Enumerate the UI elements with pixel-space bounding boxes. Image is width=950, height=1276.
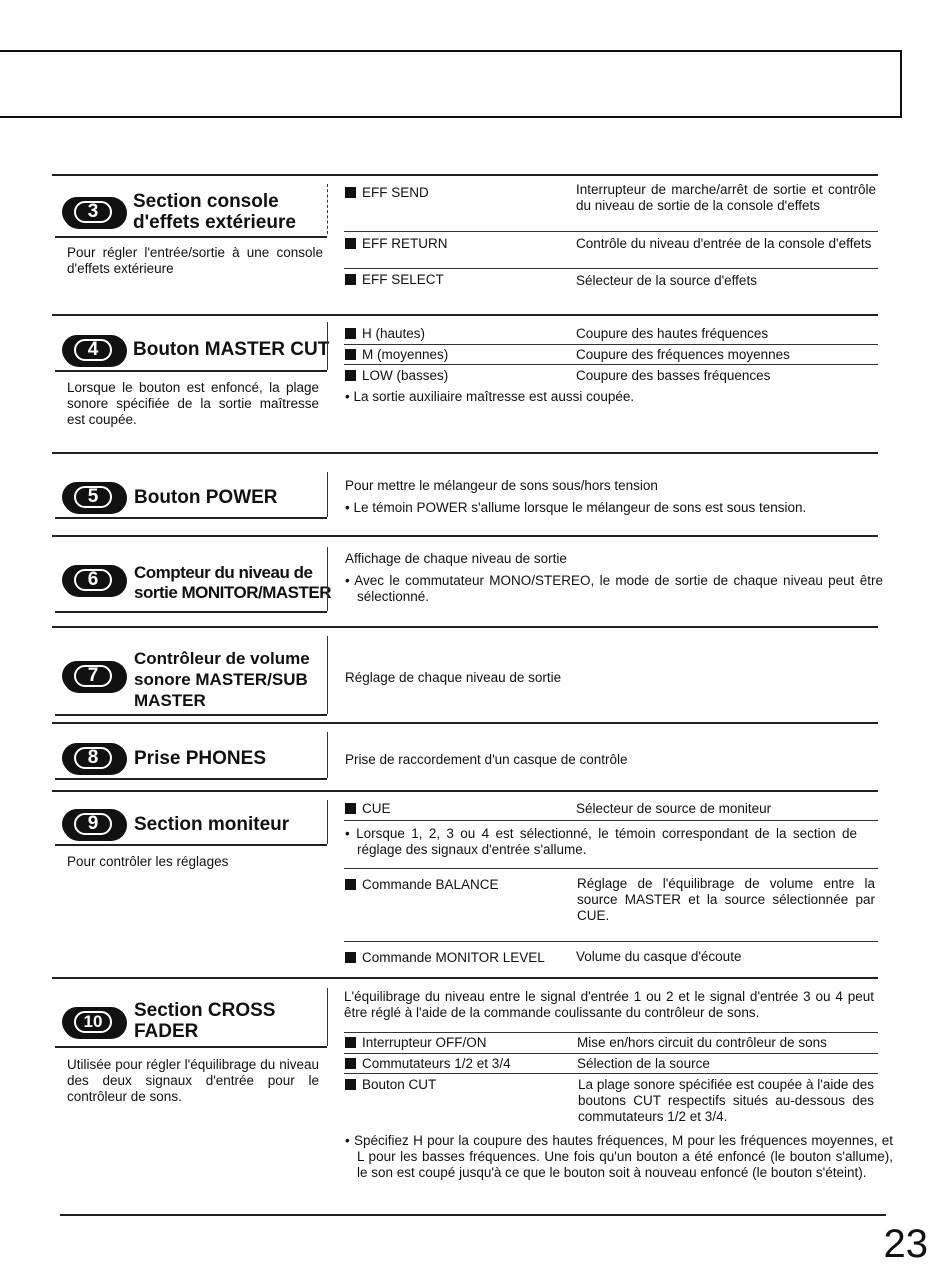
s9-cue-bullet: • Lorsque 1, 2, 3 ou 4 est sélectionné, le témoin correspondant de la section de réglage des signaux d'entrée s'allume.	[345, 826, 857, 857]
section-10-badge: 10	[62, 1007, 124, 1037]
s3-row-1-label: EFF SEND	[345, 185, 429, 201]
section-10-subtitle: Utilisée pour régler l'équilibrage du niveau des deux signaux d'entrée pour le contrôleur de sons.	[67, 1057, 319, 1104]
section-9-subtitle: Pour contrôler les réglages	[67, 854, 229, 869]
s4-note: • La sortie auxiliaire maîtresse est aussi coupée.	[345, 389, 635, 404]
section-3-badge: 3	[62, 197, 124, 227]
section-9-divider	[327, 800, 328, 844]
section-8-badge: 8	[62, 743, 124, 773]
s7-line: Réglage de chaque niveau de sortie	[345, 670, 562, 685]
section-8-divider	[327, 732, 328, 778]
section-7-title: Contrôleur de volume sonore MASTER/SUB MASTER	[134, 649, 310, 710]
s5-line: Pour mettre le mélangeur de sons sous/hors tension	[345, 478, 658, 493]
section-4-top-rule	[52, 314, 878, 316]
s9-row-divider	[344, 868, 878, 869]
square-bullet-icon	[345, 328, 356, 339]
section-9-title-rule	[55, 844, 327, 846]
section-4-title-rule	[55, 370, 327, 372]
s10-row-1-label: Interrupteur OFF/ON	[345, 1035, 487, 1051]
section-5-top-rule	[52, 452, 878, 454]
section-10-title-rule	[55, 1046, 327, 1048]
s9-row-divider	[344, 820, 878, 821]
square-bullet-icon	[345, 879, 356, 890]
s3-row-2-desc: Contrôle du niveau d'entrée de la console d'effets	[576, 236, 872, 251]
section-7-top-rule	[52, 626, 878, 628]
section-10-top-rule	[52, 977, 878, 979]
section-4-title: Bouton MASTER CUT	[133, 339, 330, 360]
section-4-divider	[327, 322, 328, 370]
section-3-title-rule	[55, 236, 327, 238]
page-number: 23	[883, 1222, 928, 1266]
square-bullet-icon	[345, 187, 356, 198]
s4-row-2-desc: Coupure des fréquences moyennes	[576, 347, 790, 362]
s4-row-1-desc: Coupure des hautes fréquences	[576, 326, 769, 341]
section-7-title-rule	[55, 714, 327, 716]
section-6-title: Compteur du niveau de sortie MONITOR/MASTER	[134, 563, 331, 602]
s9-balance-desc: Réglage de l'équilibrage de volume entre la source MASTER et la source sélectionnée par CUE.	[577, 876, 875, 923]
s3-row-3-label: EFF SELECT	[345, 272, 444, 288]
square-bullet-icon	[345, 238, 356, 249]
s4-row-3-label: LOW (basses)	[345, 368, 448, 384]
s4-row-divider	[344, 344, 878, 345]
section-3-divider	[327, 184, 328, 234]
section-6-top-rule	[52, 535, 878, 537]
s9-monitor-desc: Volume du casque d'écoute	[576, 949, 742, 964]
section-10-divider	[327, 988, 328, 1046]
section-4-subtitle: Lorsque le bouton est enfoncé, la plage sonore spécifiée de la sortie maîtresse est coupée.	[67, 380, 319, 427]
section-9-badge: 9	[62, 809, 124, 839]
square-bullet-icon	[345, 349, 356, 360]
section-3-subtitle: Pour régler l'entrée/sortie à une console d'effets extérieure	[67, 245, 323, 276]
s10-bullet: • Spécifiez H pour la coupure des hautes fréquences, M pour les fréquences moyennes, et L pour les basses fréquences. Une fois qu'un bouton a été enfoncé (le bouton s'allume), le son est coupé jusqu'à ce que le bouton soit à nouveau enfoncé (le bouton s'éteint).	[345, 1133, 893, 1180]
section-7-badge: 7	[62, 661, 124, 691]
section-8-title-rule	[55, 778, 327, 780]
s10-row-divider	[344, 1032, 878, 1033]
square-bullet-icon	[345, 370, 356, 381]
s9-cue-desc: Sélecteur de source de moniteur	[576, 801, 772, 816]
s10-row-3-desc: La plage sonore spécifiée est coupée à l'aide des boutons CUT respectifs situés au-dessous des commutateurs 1/2 et 3/4.	[578, 1077, 874, 1124]
s3-row-2-label: EFF RETURN	[345, 236, 448, 252]
s10-row-2-label: Commutateurs 1/2 et 3/4	[345, 1056, 511, 1072]
section-9-title: Section moniteur	[134, 814, 290, 835]
square-bullet-icon	[345, 1058, 356, 1069]
section-10-title: Section CROSS FADER	[134, 1000, 276, 1042]
s10-intro: L'équilibrage du niveau entre le signal d'entrée 1 ou 2 et le signal d'entrée 3 ou 4 peut être réglé à l'aide de la commande coulissante du contrôleur de sons.	[344, 989, 874, 1020]
section-6-divider	[327, 547, 328, 611]
s10-row-divider	[344, 1053, 878, 1054]
square-bullet-icon	[345, 1037, 356, 1048]
section-5-title: Bouton POWER	[134, 487, 278, 508]
s3-row-divider	[344, 268, 878, 269]
header-box	[0, 50, 902, 118]
section-5-divider	[327, 472, 328, 517]
s4-row-2-label: M (moyennes)	[345, 347, 448, 363]
s10-row-divider	[344, 1073, 878, 1074]
s4-row-1-label: H (hautes)	[345, 326, 425, 342]
s9-row-divider	[344, 941, 878, 942]
s6-line: Affichage de chaque niveau de sortie	[345, 551, 567, 566]
s9-cue-label: CUE	[345, 801, 391, 817]
section-4-badge: 4	[62, 335, 124, 365]
section-9-top-rule	[52, 790, 878, 792]
s4-row-divider	[344, 364, 878, 365]
s3-row-divider	[344, 231, 878, 232]
s8-line: Prise de raccordement d'un casque de contrôle	[345, 752, 628, 767]
s4-row-3-desc: Coupure des basses fréquences	[576, 368, 771, 383]
section-6-badge: 6	[62, 565, 124, 595]
square-bullet-icon	[345, 952, 356, 963]
s9-balance-label: Commande BALANCE	[345, 877, 499, 893]
s5-bullet: • Le témoin POWER s'allume lorsque le mélangeur de sons est sous tension.	[345, 500, 807, 515]
square-bullet-icon	[345, 274, 356, 285]
s9-monitor-label: Commande MONITOR LEVEL	[345, 950, 545, 966]
footer-rule	[60, 1214, 886, 1216]
s6-bullet: • Avec le commutateur MONO/STEREO, le mode de sortie de chaque niveau peut être sélectionné.	[345, 573, 883, 604]
s3-row-1-desc: Interrupteur de marche/arrêt de sortie et contrôle du niveau de sortie de la console d'effets	[576, 182, 876, 213]
section-7-divider	[327, 636, 328, 714]
section-3-title: Section console d'effets extérieure	[133, 191, 296, 233]
section-5-badge: 5	[62, 482, 124, 512]
section-3-top-rule	[52, 174, 878, 176]
section-8-top-rule	[52, 722, 878, 724]
section-6-title-rule	[55, 611, 327, 613]
s10-row-1-desc: Mise en/hors circuit du contrôleur de sons	[577, 1035, 827, 1050]
square-bullet-icon	[345, 803, 356, 814]
s10-row-3-label: Bouton CUT	[345, 1077, 436, 1093]
section-5-title-rule	[55, 517, 327, 519]
s3-row-3-desc: Sélecteur de la source d'effets	[576, 273, 757, 288]
s10-row-2-desc: Sélection de la source	[577, 1056, 710, 1071]
section-8-title: Prise PHONES	[134, 748, 266, 769]
square-bullet-icon	[345, 1079, 356, 1090]
